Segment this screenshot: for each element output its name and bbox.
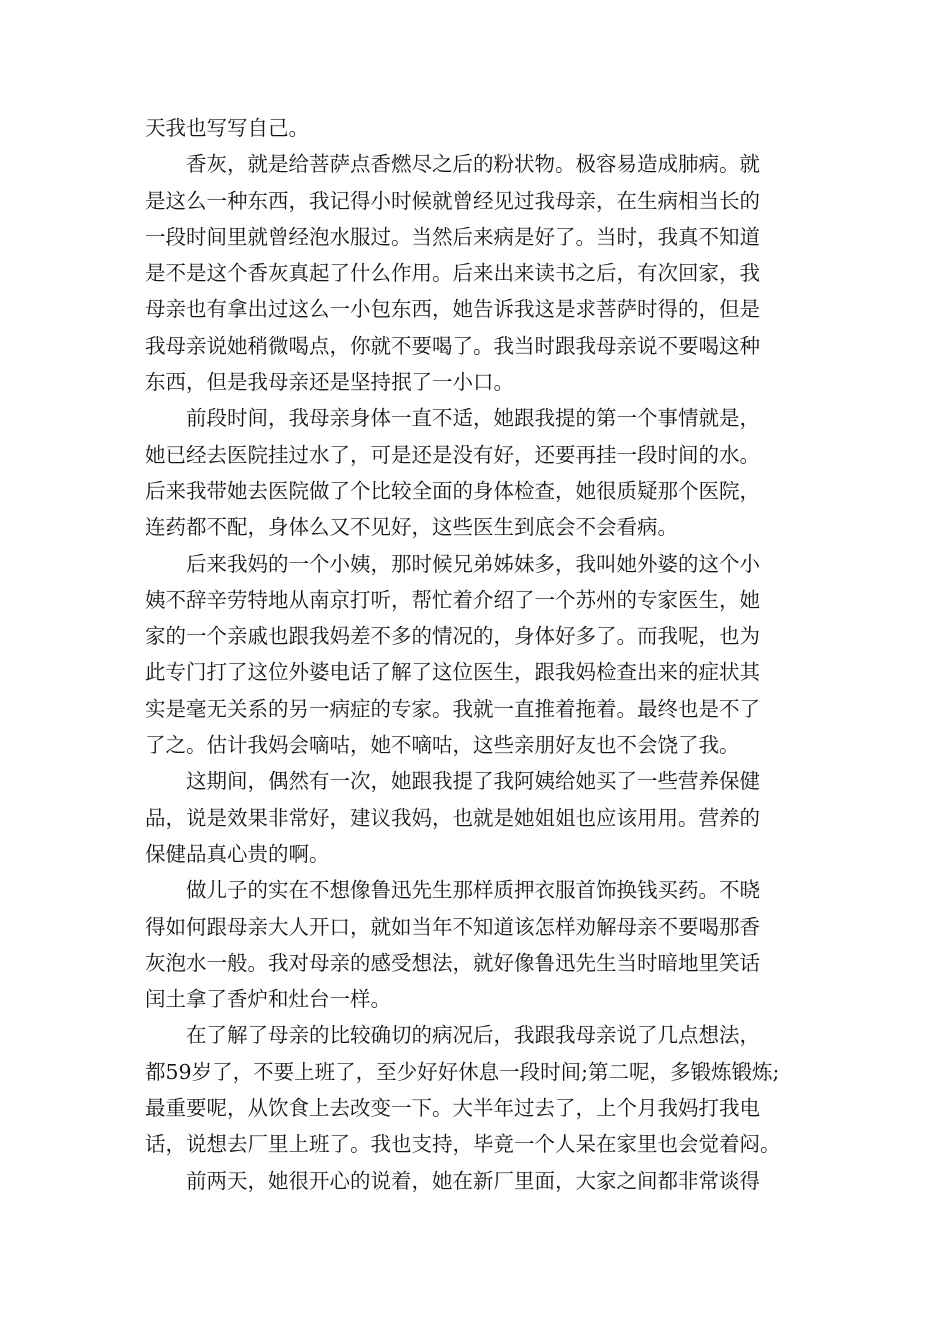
document-body <box>145 110 810 1199</box>
text-line: 灰泡水一般。我对母亲的感受想法，就好像鲁迅先生当时暗地里笑话 <box>145 950 760 975</box>
paragraph-first-line: 在了解了母亲的比较确切的病况后，我跟我母亲说了几点想法， <box>186 1023 760 1048</box>
paragraph-first-line: 后来我妈的一个小姨，那时候兄弟姊妹多，我叫她外婆的这个小 <box>186 551 760 576</box>
text-line: 母亲也有拿出过这么一小包东西，她告诉我这是求菩萨时得的，但是 <box>145 297 760 322</box>
text-line: 都59岁了，不要上班了，至少好好休息一段时间;第二呢，多锻炼锻炼; <box>145 1059 780 1084</box>
text-line: 话，说想去厂里上班了。我也支持，毕竟一个人呆在家里也会觉着闷。 <box>145 1132 781 1157</box>
paragraph-first-line: 前段时间，我母亲身体一直不适，她跟我提的第一个事情就是， <box>186 406 760 431</box>
text-line: 了之。估计我妈会嘀咕，她不嘀咕，这些亲朋好友也不会饶了我。 <box>145 733 740 758</box>
text-line: 此专门打了这位外婆电话了解了这位医生，跟我妈检查出来的症状其 <box>145 660 760 685</box>
text-line: 是不是这个香灰真起了什么作用。后来出来读书之后，有次回家，我 <box>145 261 760 286</box>
text-line: 姨不辞辛劳特地从南京打听，帮忙着介绍了一个苏州的专家医生，她 <box>145 587 760 612</box>
text-line: 她已经去医院挂过水了，可是还是没有好，还要再挂一段时间的水。 <box>145 442 760 467</box>
text-line: 是这么一种东西，我记得小时候就曾经见过我母亲，在生病相当长的 <box>145 188 760 213</box>
paragraph-first-line: 香灰，就是给菩萨点香燃尽之后的粉状物。极容易造成肺病。就 <box>186 152 760 177</box>
text-line: 最重要呢，从饮食上去改变一下。大半年过去了，上个月我妈打我电 <box>145 1096 760 1121</box>
text-line: 品，说是效果非常好，建议我妈，也就是她姐姐也应该用用。营养的 <box>145 805 760 830</box>
text-line: 后来我带她去医院做了个比较全面的身体检查，她很质疑那个医院， <box>145 478 760 503</box>
text-line: 保健品真心贵的啊。 <box>145 841 330 866</box>
text-line: 家的一个亲戚也跟我妈差不多的情况的，身体好多了。而我呢，也为 <box>145 624 760 649</box>
text-line: 闰土拿了香炉和灶台一样。 <box>145 987 391 1012</box>
paragraph-first-line: 前两天，她很开心的说着，她在新厂里面，大家之间都非常谈得 <box>186 1168 760 1193</box>
text-line: 实是毫无关系的另一病症的专家。我就一直推着拖着。最终也是不了 <box>145 696 760 721</box>
text-line: 得如何跟母亲大人开口，就如当年不知道该怎样劝解母亲不要喝那香 <box>145 914 760 939</box>
text-line: 天我也写写自己。 <box>145 116 309 140</box>
text-line: 我母亲说她稍微喝点，你就不要喝了。我当时跟我母亲说不要喝这种 <box>145 333 760 358</box>
text-line: 一段时间里就曾经泡水服过。当然后来病是好了。当时，我真不知道 <box>145 224 760 249</box>
paragraph-first-line: 做儿子的实在不想像鲁迅先生那样质押衣服首饰换钱买药。不晓 <box>186 878 760 903</box>
paragraph-first-line: 这期间，偶然有一次，她跟我提了我阿姨给她买了一些营养保健 <box>186 769 760 794</box>
text-line: 连药都不配，身体么又不见好，这些医生到底会不会看病。 <box>145 515 678 540</box>
text-line: 东西，但是我母亲还是坚持抿了一小口。 <box>145 370 514 395</box>
